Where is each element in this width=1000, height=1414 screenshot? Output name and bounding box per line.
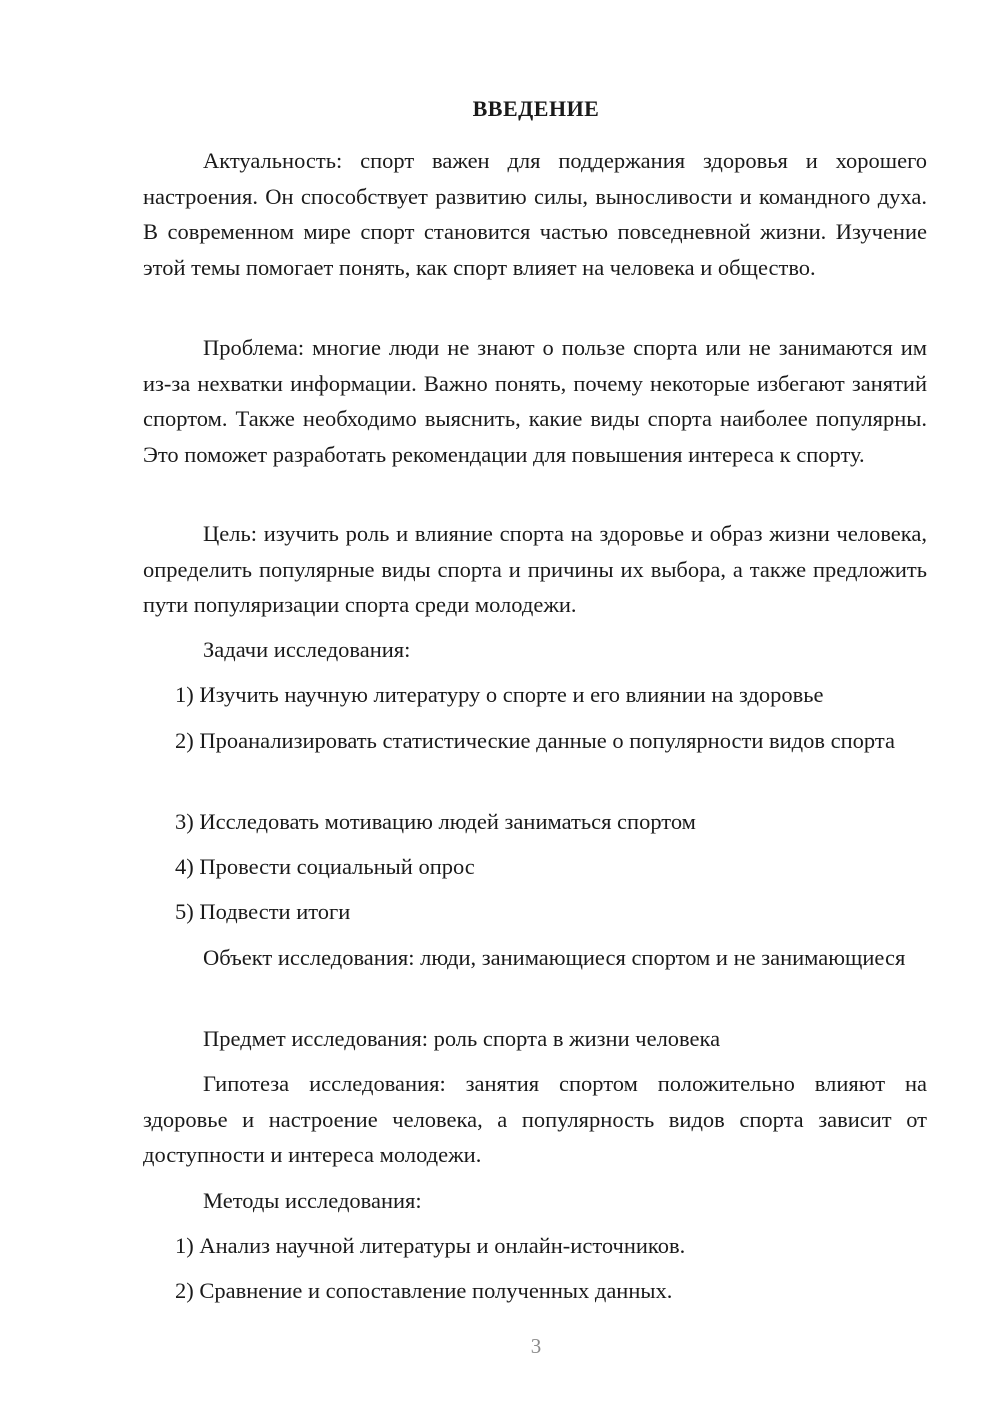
object-paragraph: Объект исследования: люди, занимающиеся спортом и не занимающиеся bbox=[203, 945, 906, 970]
goal-paragraph: Цель: изучить роль и влияние спорта на здоровье и образ жизни человека, определить популярные виды спорта и причины их выбора, а также предложить пути популяризации спорта среди молодежи. bbox=[143, 521, 927, 617]
task-item: 1) Изучить научную литературу о спорте и его влиянии на здоровье bbox=[175, 682, 824, 707]
page-number: 3 bbox=[530, 1334, 542, 1358]
hypothesis-paragraph: Гипотеза исследования: занятия спортом положительно влияют на здоровье и настроение человека, а популярность видов спорта зависит от доступности и интереса молодежи. bbox=[143, 1071, 927, 1167]
task-item: 3) Исследовать мотивацию людей заниматься спортом bbox=[175, 809, 696, 834]
task-item: 5) Подвести итоги bbox=[175, 899, 351, 924]
tasks-title: Задачи исследования: bbox=[203, 637, 411, 662]
method-item: 2) Сравнение и сопоставление полученных данных. bbox=[175, 1278, 673, 1303]
method-item: 1) Анализ научной литературы и онлайн-источников. bbox=[175, 1233, 686, 1258]
relevance-paragraph: Актуальность: спорт важен для поддержания здоровья и хорошего настроения. Он способствует развитию силы, выносливости и командного духа. В современном мире спорт становится частью повседневной жизни. Изучение этой темы помогает понять, как спорт влияет на человека и общество. bbox=[143, 148, 927, 280]
section-heading: ВВЕДЕНИЕ bbox=[472, 96, 600, 121]
subject-paragraph: Предмет исследования: роль спорта в жизни человека bbox=[203, 1026, 721, 1051]
problem-paragraph: Проблема: многие люди не знают о пользе спорта или не занимаются им из-за нехватки информации. Важно понять, почему некоторые избегают занятий спортом. Также необходимо выяснить, какие виды спорта наиболее популярны. Это поможет разработать рекомендации для повышения интереса к спорту. bbox=[143, 335, 927, 467]
task-item: 2) Проанализировать статистические данные о популярности видов спорта bbox=[175, 728, 895, 753]
methods-title: Методы исследования: bbox=[203, 1188, 422, 1213]
task-item: 4) Провести социальный опрос bbox=[175, 854, 475, 879]
